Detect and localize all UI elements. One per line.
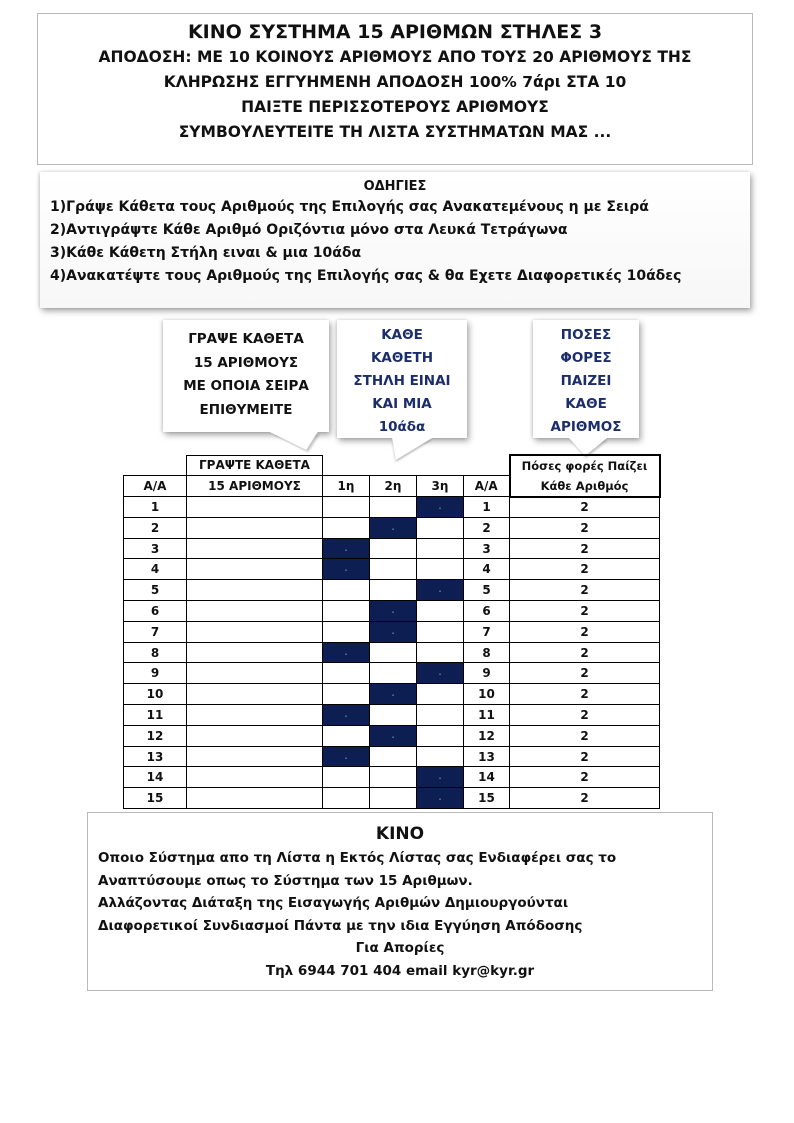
times-played-cell: 2 [510,621,660,642]
column-2-header: 2η [370,476,417,497]
row-number: 7 [124,621,187,642]
empty-cell [124,455,187,476]
callout-line: ΣΤΗΛΗ ΕΙΝΑΙ [353,373,451,389]
row-number: 11 [124,705,187,726]
entry-cell[interactable] [370,497,417,518]
table-row [124,580,660,601]
number-entry-cell[interactable] [187,684,323,705]
blocked-cell: . [417,663,464,684]
table-row [124,642,660,663]
callout-times-played [533,320,639,438]
entry-cell[interactable] [370,538,417,559]
blocked-cell: . [323,538,370,559]
number-entry-cell[interactable] [187,788,323,809]
row-number-right: 6 [464,601,510,622]
row-number: 6 [124,601,187,622]
blocked-cell: . [323,559,370,580]
row-number: 9 [124,663,187,684]
row-number: 8 [124,642,187,663]
row-number: 12 [124,725,187,746]
callout-line: ΠΑΙΖΕΙ [560,373,612,389]
number-entry-cell[interactable] [187,538,323,559]
footer-line: Αναπτύσουμε οπως το Σύστημα των 15 Αριθμων. [98,872,473,889]
number-entry-cell[interactable] [187,517,323,538]
row-number: 15 [124,788,187,809]
callout-column-tenset [337,320,467,438]
callout-line: ΑΡΙΘΜΟΣ [550,419,622,435]
callout-line: ΦΟΡΕΣ [560,350,612,366]
entry-cell[interactable] [323,725,370,746]
times-played-cell: 2 [510,601,660,622]
header-title: ΚΙΝΟ ΣΥΣΤΗΜΑ 15 ΑΡΙΘΜΩΝ ΣΤΗΛΕΣ 3 [187,21,603,43]
callout-write-numbers [163,320,329,432]
footer-line: Οποιο Σύστημα απο τη Λίστα η Εκτός Λίστας σας Ενδιαφέρει σας το [98,850,617,866]
table-row [124,538,660,559]
number-entry-cell[interactable] [187,559,323,580]
table-row [124,725,660,746]
entry-cell[interactable] [417,725,464,746]
times-played-cell: 2 [510,580,660,601]
row-number-right: 13 [464,746,510,767]
entry-cell[interactable] [417,517,464,538]
row-number: 14 [124,767,187,788]
row-number-right: 5 [464,580,510,601]
row-number: 2 [124,517,187,538]
callout-line: 15 ΑΡΙΘΜΟΥΣ [193,354,299,371]
number-entry-cell[interactable] [187,705,323,726]
times-header-top: Πόσες φορές Παίζει [510,455,660,476]
entry-cell[interactable] [417,642,464,663]
blocked-cell: . [323,746,370,767]
entry-cell[interactable] [370,788,417,809]
row-number-right: 2 [464,517,510,538]
entry-cell[interactable] [370,746,417,767]
blocked-cell: . [417,497,464,518]
blocked-cell: . [370,725,417,746]
blocked-cell: . [370,621,417,642]
row-number-right: 10 [464,684,510,705]
entry-cell[interactable] [370,580,417,601]
number-entry-cell[interactable] [187,621,323,642]
system-grid [123,454,661,809]
callout-line: ΜΕ ΟΠΟΙΑ ΣΕΙΡΑ [183,378,309,394]
times-header-bottom: Κάθε Αριθμός [510,476,660,497]
times-played-cell: 2 [510,767,660,788]
empty-cell [464,455,510,476]
instruction-line: 3)Κάθε Κάθετη Στήλη ειναι & μια 10άδα [50,245,362,261]
entry-cell[interactable] [417,705,464,726]
times-played-cell: 2 [510,663,660,684]
blocked-cell: . [370,517,417,538]
callout-tail [270,432,325,450]
entry-cell[interactable] [417,684,464,705]
callout-line: ΚΑΘΕ [381,327,423,343]
row-number-right: 8 [464,642,510,663]
instructions-title: ΟΔΗΓΙΕΣ [363,179,427,194]
instruction-line: 2)Αντιγράψτε Κάθε Αριθμό Οριζόντια μόνο στα Λευκά Τετράγωνα [50,222,568,238]
header-line: ΑΠΟΔΟΣΗ: ΜΕ 10 ΚΟΙΝΟΥΣ ΑΡΙΘΜΟΥΣ ΑΠΟ ΤΟΥΣ 20 ΑΡΙΘΜΟΥΣ ΤΗΣ [98,48,692,66]
callout-line: ΚΑΘΕ [565,396,607,412]
row-number: 5 [124,580,187,601]
aa2-header: Α/Α [464,476,510,497]
footer-help-label: Για Απορίες [355,940,445,956]
entry-cell[interactable] [323,621,370,642]
empty-cell [417,455,464,476]
times-played-cell: 2 [510,684,660,705]
row-number: 3 [124,538,187,559]
table-row [124,788,660,809]
times-played-cell: 2 [510,497,660,518]
entry-cell[interactable] [370,767,417,788]
table-row [124,767,660,788]
times-played-cell: 2 [510,517,660,538]
entry-cell[interactable] [323,663,370,684]
blocked-cell: . [323,642,370,663]
row-number-right: 4 [464,559,510,580]
times-played-cell: 2 [510,725,660,746]
blocked-cell: . [417,788,464,809]
row-number-right: 7 [464,621,510,642]
times-played-cell: 2 [510,788,660,809]
entry-cell[interactable] [323,767,370,788]
entry-cell[interactable] [323,580,370,601]
row-number-right: 12 [464,725,510,746]
table-row [124,684,660,705]
number-entry-cell[interactable] [187,601,323,622]
numbers-header-top: ΓΡΑΨΤΕ ΚΑΘΕΤΑ [187,455,323,476]
entry-cell[interactable] [417,746,464,767]
row-number-right: 11 [464,705,510,726]
row-number: 4 [124,559,187,580]
entry-cell[interactable] [370,642,417,663]
header-line: ΚΛΗΡΩΣΗΣ ΕΓΓΥΗΜΕΝΗ ΑΠΟΔΟΣΗ 100% 7άρι ΣΤΑ 10 [163,73,627,91]
number-entry-cell[interactable] [187,580,323,601]
table-row [124,601,660,622]
number-entry-cell[interactable] [187,663,323,684]
table-row [124,663,660,684]
row-number-right: 1 [464,497,510,518]
entry-cell[interactable] [323,684,370,705]
times-played-cell: 2 [510,642,660,663]
row-number-right: 3 [464,538,510,559]
table-row [124,621,660,642]
table-row [124,746,660,767]
header-box [37,13,753,165]
entry-cell[interactable] [370,705,417,726]
entry-cell[interactable] [370,559,417,580]
callout-line: ΓΡΑΨΕ ΚΑΘΕΤΑ [188,331,304,347]
row-number: 13 [124,746,187,767]
header-line: ΠΑΙΞΤΕ ΠΕΡΙΣΣΟΤΕΡΟΥΣ ΑΡΙΘΜΟΥΣ [241,98,549,116]
instruction-line: 1)Γράψε Κάθετα τους Αριθμούς της Επιλογής σας Ανακατεμένους η με Σειρά [50,199,649,215]
numbers-header-bottom: 15 ΑΡΙΘΜΟΥΣ [187,476,323,497]
entry-cell[interactable] [323,497,370,518]
number-entry-cell[interactable] [187,497,323,518]
number-entry-cell[interactable] [187,767,323,788]
entry-cell[interactable] [370,663,417,684]
empty-cell [370,455,417,476]
times-played-cell: 2 [510,746,660,767]
footer-title: ΚΙΝΟ [375,824,425,844]
table-row [124,705,660,726]
column-1-header: 1η [323,476,370,497]
table-header-row [124,476,660,497]
footer-contact: Τηλ 6944 701 404 email kyr@kyr.gr [265,962,535,979]
blocked-cell: . [370,684,417,705]
row-number-right: 14 [464,767,510,788]
system-table [123,454,661,809]
entry-cell[interactable] [323,601,370,622]
number-entry-cell[interactable] [187,746,323,767]
blocked-cell: . [323,705,370,726]
table-row [124,497,660,518]
number-entry-cell[interactable] [187,725,323,746]
aa-header: Α/Α [124,476,187,497]
callout-line: ΕΠΙΘΥΜΕΙΤΕ [199,401,293,418]
entry-cell[interactable] [417,601,464,622]
entry-cell[interactable] [323,517,370,538]
times-played-cell: 2 [510,538,660,559]
times-played-cell: 2 [510,559,660,580]
entry-cell[interactable] [323,788,370,809]
column-3-header: 3η [417,476,464,497]
table-header-row-top [124,455,660,476]
footer-line: Διαφορετικοί Συνδιασμοί Πάντα με την ιδια Εγγύηση Απόδοσης [98,917,583,934]
row-number: 1 [124,497,187,518]
table-row [124,559,660,580]
footer-line: Αλλάζοντας Διάταξη της Εισαγωγής Αριθμών Δημιουργούνται [98,895,569,911]
empty-cell [323,455,370,476]
row-number-right: 15 [464,788,510,809]
instructions-box [40,172,750,308]
table-row [124,517,660,538]
entry-cell[interactable] [417,559,464,580]
header-line: ΣΥΜΒΟΥΛΕΥΤΕΙΤΕ ΤΗ ΛΙΣΤΑ ΣΥΣΤΗΜΑΤΩΝ ΜΑΣ ... [178,123,612,141]
entry-cell[interactable] [417,538,464,559]
times-played-cell: 2 [510,705,660,726]
callout-line: 10άδα [378,419,426,435]
entry-cell[interactable] [417,621,464,642]
blocked-cell: . [417,767,464,788]
instruction-line: 4)Ανακατέψτε τους Αριθμούς της Επιλογής σας & θα Εχετε Διαφορετικές 10άδες [50,268,682,284]
row-number-right: 9 [464,663,510,684]
row-number: 10 [124,684,187,705]
footer-box [87,812,713,991]
callout-line: ΚΑΙ ΜΙΑ [372,396,432,412]
callout-line: ΠΟΣΕΣ [560,327,612,343]
callout-line: ΚΑΘΕΤΗ [370,350,434,366]
blocked-cell: . [417,580,464,601]
blocked-cell: . [370,601,417,622]
number-entry-cell[interactable] [187,642,323,663]
